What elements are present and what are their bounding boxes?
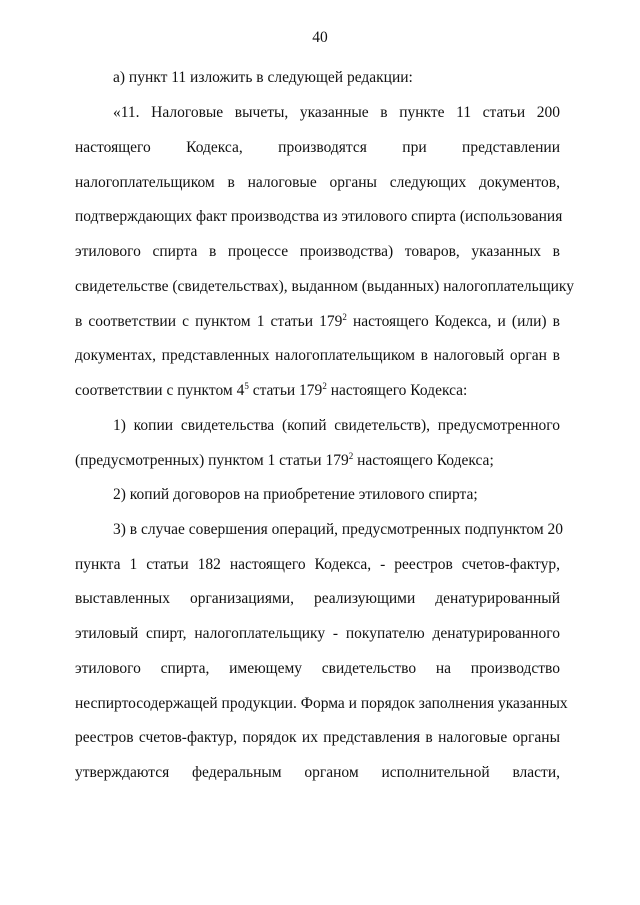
superscript: 5: [244, 381, 249, 391]
item-1-line-2: [75, 451, 560, 471]
paragraph-11-line-8: документах, представленных налогоплательщиком в налоговый орган в: [75, 347, 560, 364]
item-1-line-1: 1) копии свидетельства (копий свидетельств), предусмотренного: [113, 417, 560, 434]
item-3-line-4: этиловый спирт, налогоплательщику - покупателю денатурированного: [75, 625, 560, 642]
text-run: в соответствии с пунктом 1 статьи 179: [75, 313, 343, 330]
document-body: [75, 0, 574, 905]
superscript: 2: [322, 381, 327, 391]
paragraph-11-line-3: налогоплательщиком в налоговые органы следующих документов,: [75, 174, 560, 191]
paragraph-11-line-6: свидетельстве (свидетельствах), выданном (выданных) налогоплательщику: [75, 278, 574, 295]
item-3-line-8: утверждаются федеральным органом исполнительной власти,: [75, 764, 560, 781]
superscript: 2: [348, 451, 354, 461]
text-run: статьи 179: [248, 382, 323, 399]
paragraph-11-line-2: настоящего Кодекса, производятся при представлении: [75, 139, 560, 156]
paragraph-11-line-9: [75, 381, 560, 401]
paragraph-11-line-1: «11. Налоговые вычеты, указанные в пункте 11 статьи 200: [113, 104, 560, 121]
page-number: 40: [312, 29, 328, 46]
text-run: (предусмотренных) пунктом 1 статьи 179: [75, 452, 349, 469]
text-run: настоящего Кодекса;: [353, 452, 494, 469]
text-run: настоящего Кодекса, и (или) в: [346, 313, 560, 330]
paragraph-11-line-7: [75, 312, 560, 332]
paragraph-a-line: а) пункт 11 изложить в следующей редакции:: [113, 69, 413, 86]
text-run: соответствии с пунктом 4: [75, 382, 245, 399]
item-3-line-6: неспиртосодержащей продукции. Форма и порядок заполнения указанных: [75, 695, 568, 712]
superscript: 2: [342, 312, 347, 322]
item-3-line-3: выставленных организациями, реализующими денатурированный: [75, 590, 560, 607]
item-2-line: 2) копий договоров на приобретение этилового спирта;: [113, 486, 478, 503]
item-3-line-7: реестров счетов-фактур, порядок их представления в налоговые органы: [75, 729, 560, 746]
item-3-line-5: этилового спирта, имеющему свидетельство на производство: [75, 660, 560, 677]
item-3-line-1: 3) в случае совершения операций, предусмотренных подпунктом 20: [113, 521, 564, 538]
paragraph-11-line-5: этилового спирта в процессе производства) товаров, указанных в: [75, 243, 560, 260]
text-run: настоящего Кодекса:: [326, 382, 468, 399]
item-3-line-2: пункта 1 статьи 182 настоящего Кодекса, - реестров счетов-фактур,: [75, 556, 560, 573]
paragraph-11-line-4: подтверждающих факт производства из этилового спирта (использования: [75, 208, 563, 225]
